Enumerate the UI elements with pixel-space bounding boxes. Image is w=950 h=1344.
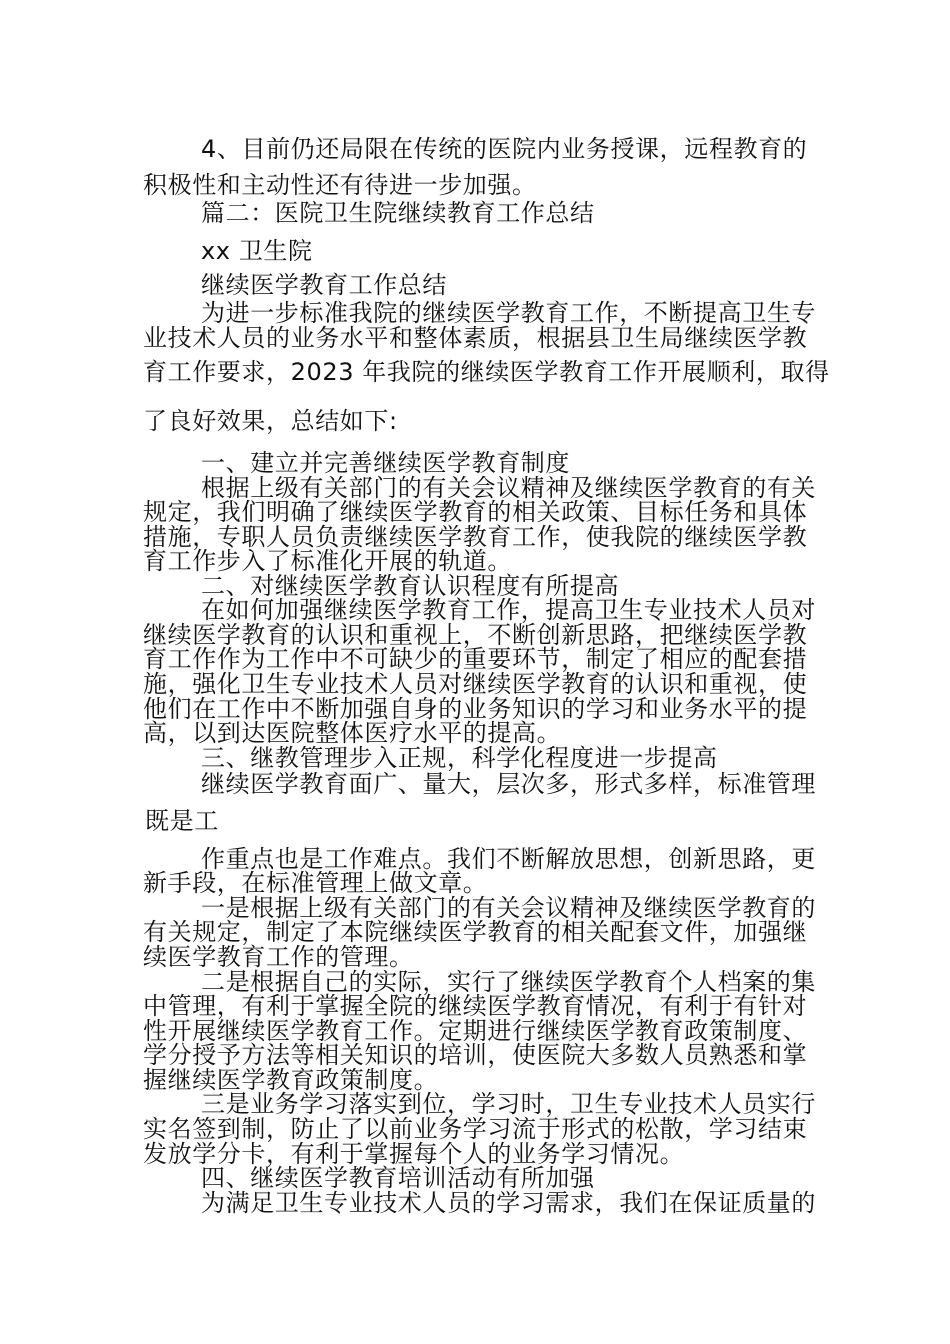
paragraph-line: 为进一步标准我院的继续医学教育工作，不断提高卫生专	[201, 299, 816, 327]
section-heading: 三、继教管理步入正规，科学化程度进一步提高	[201, 744, 718, 772]
paragraph-line: 有关规定，制定了本院继续医学教育的相关配套文件，加强继	[143, 918, 808, 946]
paragraph-line: 积极性和主动性还有待进一步加强。	[143, 171, 537, 199]
paragraph-line: 育工作要求，2023 年我院的继续医学教育工作开展顺利，取得	[143, 358, 830, 386]
paragraph-line: 学分授予方法等相关知识的培训，使医院大多数人员熟悉和掌	[143, 1041, 808, 1069]
report-title: 继续医学教育工作总结	[201, 271, 447, 299]
paragraph-line: 既是工	[145, 807, 219, 835]
section-heading: 一、建立并完善继续医学教育制度	[201, 449, 570, 477]
paragraph-line: 握继续医学教育政策制度。	[143, 1066, 439, 1094]
paragraph-line: 二是根据自己的实际，实行了继续医学教育个人档案的集	[201, 968, 816, 996]
paragraph-line: 施，强化卫生专业技术人员对继续医学教育的认识和重视，使	[143, 670, 808, 698]
hospital-name: xx 卫生院	[201, 237, 313, 265]
paragraph-line: 在如何加强继续医学教育工作，提高卫生专业技术人员对	[201, 596, 816, 624]
paragraph-line: 继续医学教育面广、量大，层次多，形式多样，标准管理	[201, 770, 816, 798]
paragraph-line: 继续医学教育的认识和重视上，不断创新思路，把继续医学教	[143, 621, 808, 649]
section-heading: 二、对继续医学教育认识程度有所提高	[201, 572, 620, 600]
paragraph-line: 规定，我们明确了继续医学教育的相关政策、目标任务和具体	[143, 498, 808, 526]
paragraph-line: 了良好效果，总结如下:	[143, 407, 398, 435]
section-heading: 四、继续医学教育培训活动有所加强	[201, 1164, 595, 1192]
paragraph-line: 高，以到达医院整体医疗水平的提高。	[143, 719, 562, 747]
paragraph-line: 育工作作为工作中不可缺少的重要环节，制定了相应的配套措	[143, 645, 808, 673]
paragraph-line: 育工作步入了标准化开展的轨道。	[143, 547, 512, 575]
paragraph-line: 作重点也是工作难点。我们不断解放思想，创新思路，更	[201, 845, 816, 873]
section-heading: 篇二：医院卫生院继续教育工作总结	[201, 199, 595, 227]
paragraph-line: 一是根据上级有关部门的有关会议精神及继续医学教育的	[201, 894, 816, 922]
paragraph-line: 中管理，有利于掌握全院的继续医学教育情况，有利于有针对	[143, 992, 808, 1020]
paragraph-line: 为满足卫生专业技术人员的学习需求，我们在保证质量的	[201, 1189, 816, 1217]
paragraph-line: 三是业务学习落实到位，学习时，卫生专业技术人员实行	[201, 1090, 816, 1118]
paragraph-line: 4、目前仍还局限在传统的医院内业务授课，远程教育的	[201, 135, 808, 163]
paragraph-line: 措施，专职人员负责继续医学教育工作，使我院的继续医学教	[143, 523, 808, 551]
paragraph-line: 发放学分卡，有利于掌握每个人的业务学习情况。	[143, 1140, 685, 1168]
paragraph-line: 新手段，在标准管理上做文章。	[143, 869, 488, 897]
paragraph-line: 根据上级有关部门的有关会议精神及继续医学教育的有关	[201, 474, 816, 502]
paragraph-line: 实名签到制，防止了以前业务学习流于形式的松散，学习结束	[143, 1115, 808, 1143]
paragraph-line: 续医学教育工作的管理。	[143, 943, 414, 971]
paragraph-line: 性开展继续医学教育工作。定期进行继续医学教育政策制度、	[143, 1017, 808, 1045]
paragraph-line: 他们在工作中不断加强自身的业务知识的学习和业务水平的提	[143, 695, 808, 723]
paragraph-line: 业技术人员的业务水平和整体素质，根据县卫生局继续医学教	[143, 324, 808, 352]
